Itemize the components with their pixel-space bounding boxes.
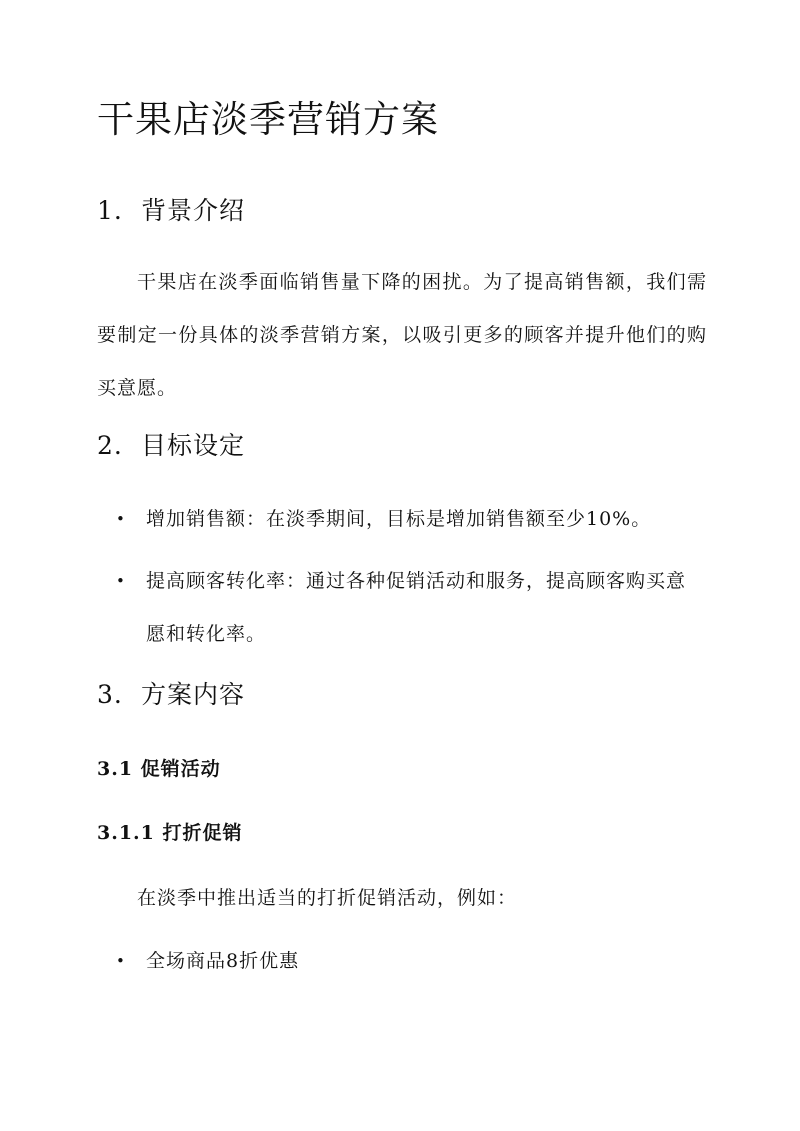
section-title: 方案内容	[141, 680, 246, 709]
section-heading-plan	[97, 678, 245, 712]
section-heading-background	[97, 194, 245, 228]
background-paragraph: 干果店在淡季面临销售量下降的困扰。为了提高销售额，我们需要制定一份具体的淡季营销方案，以吸引更多的顾客并提升他们的购买意愿。	[97, 271, 707, 399]
discount-paragraph: 在淡季中推出适当的打折促销活动，例如：	[137, 887, 518, 909]
subsection-heading-promotions: 3.1 促销活动	[97, 758, 221, 780]
section-title: 目标设定	[141, 431, 246, 460]
bullet-icon: •	[116, 572, 126, 590]
section-heading-goals	[97, 429, 245, 463]
section-number: 2.	[97, 431, 123, 460]
document-title: 干果店淡季营销方案	[97, 98, 439, 141]
list-item-text: 增加销售额：在淡季期间，目标是增加销售额至少10%。	[146, 508, 652, 530]
section-number: 3.	[97, 680, 123, 709]
subsection-heading-discounts: 3.1.1 打折促销	[97, 822, 243, 844]
list-item-text: 全场商品8折优惠	[146, 950, 300, 972]
list-item	[116, 935, 696, 988]
bullet-icon: •	[116, 510, 126, 528]
list-item-text: 提高顾客转化率：通过各种促销活动和服务，提高顾客购买意愿和转化率。	[146, 570, 687, 645]
list-item	[116, 555, 696, 661]
section-number: 1.	[97, 196, 123, 225]
list-item	[116, 493, 696, 546]
bullet-icon: •	[116, 952, 126, 970]
section-title: 背景介绍	[141, 196, 246, 225]
